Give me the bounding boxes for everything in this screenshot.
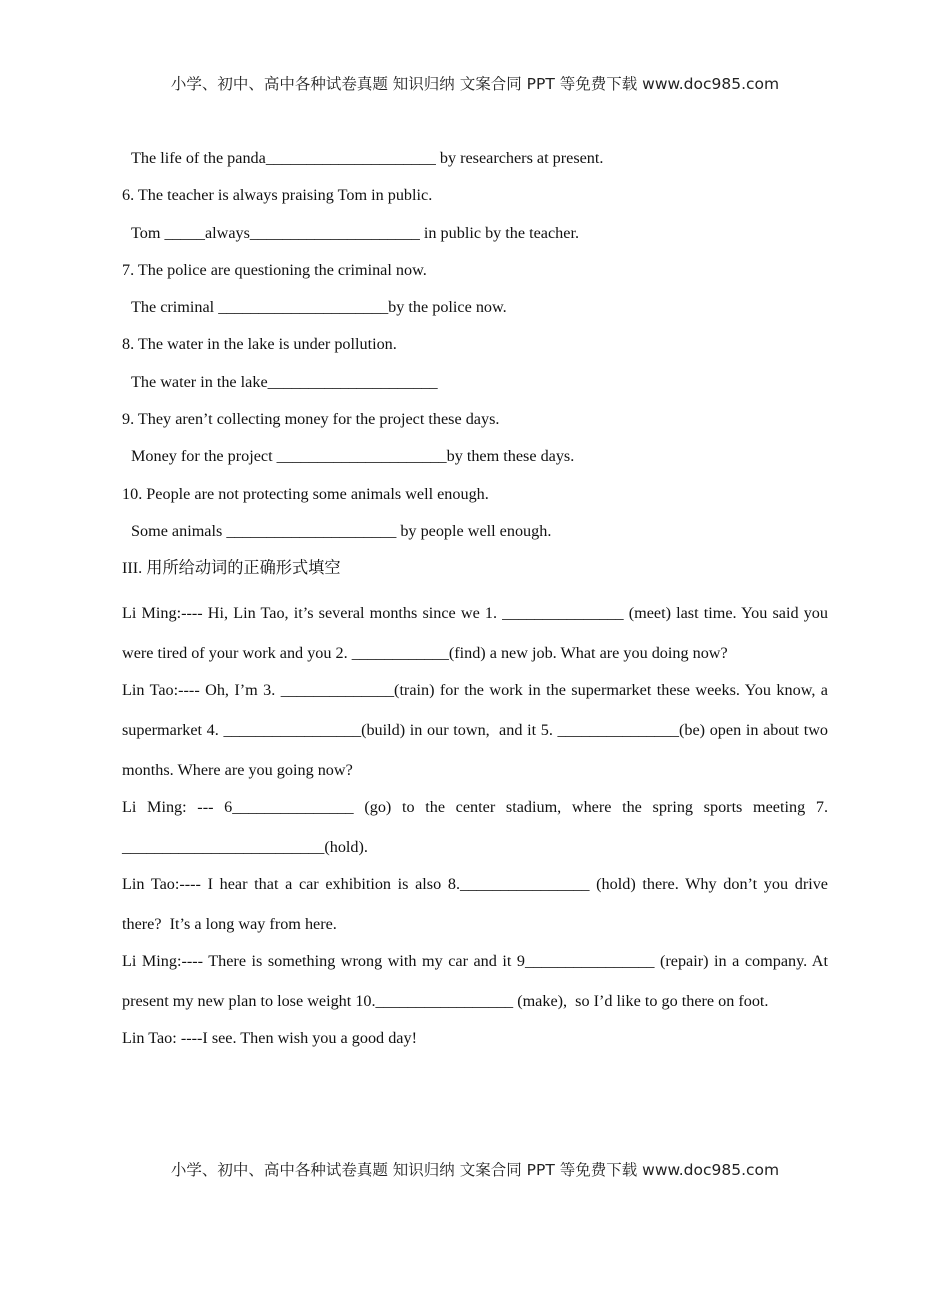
sentence-10-original: 10. People are not protecting some animals well enough. [122,484,489,503]
page-header: 小学、初中、高中各种试卷真题 知识归纳 文案合同 PPT 等免费下载 www.doc985.com [170,75,780,93]
sentence-7-rewrite: The criminal _____________________by the police now. [131,298,507,317]
dialogue-line-lin-tao-1: Lin Tao:---- Oh, I’m 3. ______________(train) for the work in the supermarket these weeks. You know, a supermarket 4. _________________(build) in our town, and it 5. _______________(be) open in about two months. Where are you going now? [122,680,833,779]
section-title: III. 用所给动词的正确形式填空 [122,559,341,578]
sentence-6-original: 6. The teacher is always praising Tom in public. [122,186,433,205]
sentence-7-original: 7. The police are questioning the criminal now. [122,260,427,279]
dialogue-line-li-ming-3: Li Ming:---- There is something wrong with my car and it 9________________ (repair) in a company. At present my new plan to lose weight 10._________________ (make), so I’d like to go there on foot. [122,951,833,1010]
dialogue-line-lin-tao-2: Lin Tao:---- I hear that a car exhibition is also 8.________________ (hold) there. Why don’t you drive there? It’s a long way from here. [122,874,833,933]
sentence-6-rewrite: Tom _____always_____________________ in public by the teacher. [131,223,580,242]
sentence-9-original: 9. They aren’t collecting money for the project these days. [122,410,500,429]
dialogue-line-lin-tao-3: Lin Tao: ----I see. Then wish you a good day! [122,1028,417,1047]
sentence-8-rewrite: The water in the lake_____________________ [131,372,438,391]
sentence-9-rewrite: Money for the project _____________________by them these days. [131,447,575,466]
dialogue-line-li-ming-1: Li Ming:---- Hi, Lin Tao, it’s several months since we 1. _______________ (meet) last time. You said you were tired of your work and you 2. ____________(find) a new job. What are you doing now? [122,603,833,662]
sentence-8-original: 8. The water in the lake is under pollution. [122,335,397,354]
sentence-5-rewrite: The life of the panda_____________________ by researchers at present. [131,149,604,167]
page-footer: 小学、初中、高中各种试卷真题 知识归纳 文案合同 PPT 等免费下载 www.doc985.com [170,1161,780,1179]
sentence-10-rewrite: Some animals _____________________ by people well enough. [131,521,552,540]
dialogue-line-li-ming-2: Li Ming: --- 6_______________ (go) to the center stadium, where the spring sports meeting 7. _________________________(hold). [122,797,833,856]
document-body [122,145,833,1058]
